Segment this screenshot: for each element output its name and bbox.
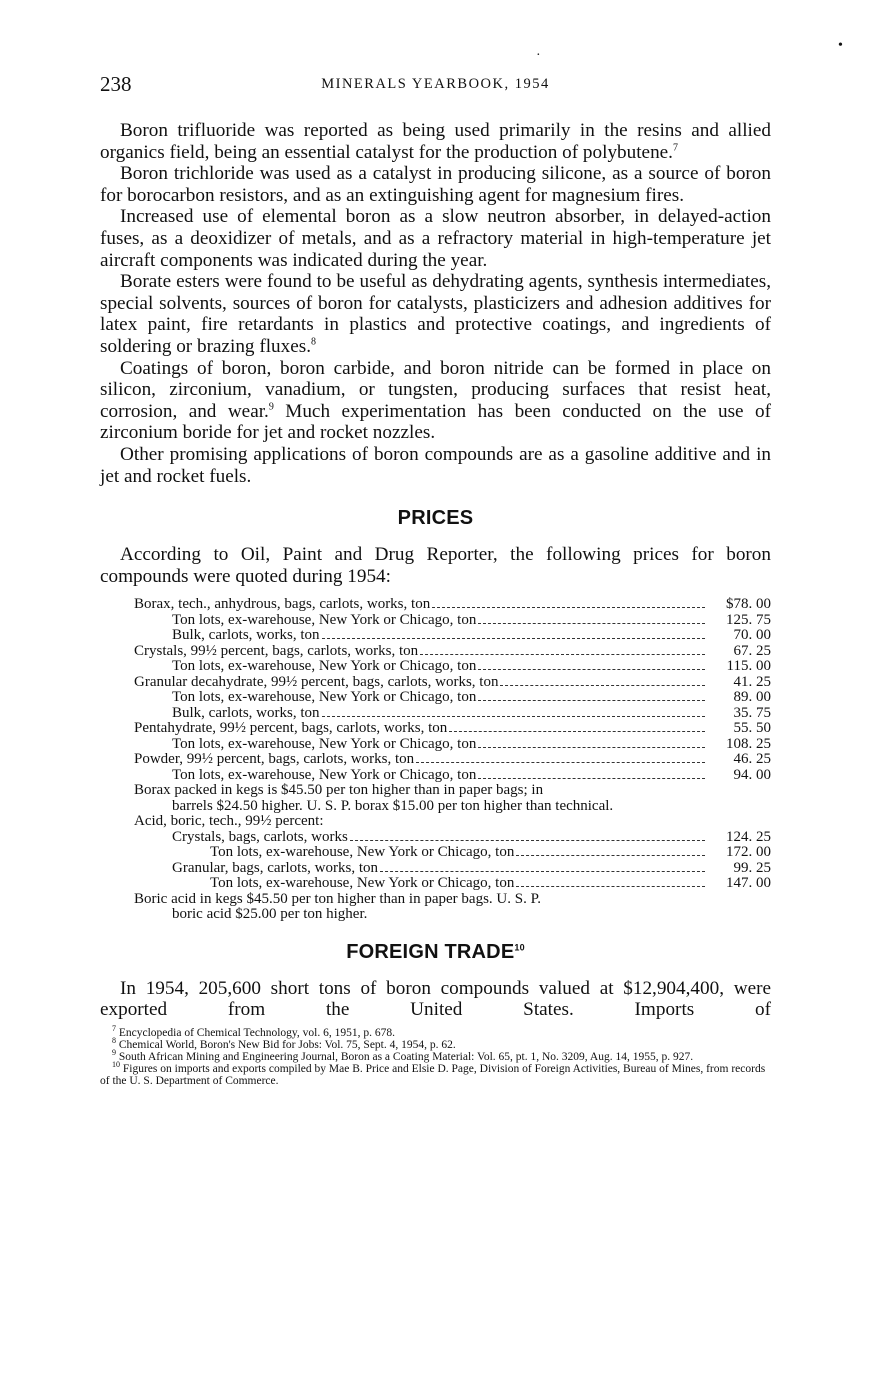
price-item-label: Ton lots, ex-warehouse, New York or Chicago, ton xyxy=(172,689,477,706)
paragraph: Boron trichloride was used as a catalyst in producing silicone, as a source of boron for borocarbon resistors, and as an extinguishing agent for magnesium fires. xyxy=(100,163,771,206)
price-value: 172. 00 xyxy=(726,844,771,861)
price-item-label: Ton lots, ex-warehouse, New York or Chicago, ton xyxy=(172,735,477,752)
leader-dots xyxy=(322,716,706,717)
leader-dots xyxy=(478,700,705,701)
leader-dots xyxy=(380,871,705,872)
leader-dots xyxy=(478,778,705,779)
margin-dot: • xyxy=(838,38,843,53)
price-value: 35. 75 xyxy=(733,704,771,721)
leader-dots xyxy=(350,840,705,841)
leader-dots xyxy=(432,607,705,608)
acid-label: Acid, boric, tech., 99½ percent: xyxy=(134,813,324,830)
price-item-label: Bulk, carlots, works, ton xyxy=(172,627,320,644)
leader-dots xyxy=(478,747,705,748)
price-value: 115. 00 xyxy=(726,658,771,675)
price-item-label: Crystals, bags, carlots, works xyxy=(172,828,348,845)
footnote: $^7$ Encyclopedia of Chemical Technology, vol. 6, 1951, p. 678. xyxy=(112,1024,395,1039)
price-value: 108. 25 xyxy=(726,735,771,752)
margin-dot: · xyxy=(536,48,541,63)
prices-intro: According to Oil, Paint and Drug Reporter, the following prices for boron compounds were quoted during 1954: xyxy=(100,544,771,587)
price-row xyxy=(134,737,771,753)
price-row xyxy=(134,845,771,861)
price-value: 94. 00 xyxy=(733,766,771,783)
price-item-label: Ton lots, ex-warehouse, New York or Chicago, ton xyxy=(172,766,477,783)
running-title: MINERALS YEARBOOK, 1954 xyxy=(321,76,550,92)
price-row xyxy=(134,690,771,706)
price-value: 124. 25 xyxy=(726,828,771,845)
price-row xyxy=(134,721,771,737)
price-item-label: Bulk, carlots, works, ton xyxy=(172,704,320,721)
price-row xyxy=(134,597,771,613)
prices-intro-block xyxy=(100,544,771,587)
leader-dots xyxy=(478,669,705,670)
leader-dots xyxy=(420,654,705,655)
page-number: 238 xyxy=(100,72,132,96)
price-value: 41. 25 xyxy=(733,673,771,690)
price-value: 46. 25 xyxy=(733,751,771,768)
price-item-label: Pentahydrate, 99½ percent, bags, carlots, works, ton xyxy=(134,720,448,737)
price-item-label: Granular decahydrate, 99½ percent, bags, carlots, works, ton xyxy=(134,673,499,690)
leader-dots xyxy=(516,855,705,856)
price-value: 125. 75 xyxy=(726,611,771,628)
price-row xyxy=(134,659,771,675)
leader-dots xyxy=(478,623,705,624)
leader-dots xyxy=(500,685,705,686)
price-item-label: Powder, 99½ percent, bags, carlots, works, ton xyxy=(134,751,415,768)
prices-heading: PRICES xyxy=(397,507,474,530)
foreign-trade-block xyxy=(100,978,771,1021)
price-item-label: Ton lots, ex-warehouse, New York or Chicago, ton xyxy=(172,658,477,675)
page xyxy=(100,72,771,1087)
leader-dots xyxy=(516,886,705,887)
price-row xyxy=(134,613,771,629)
price-note: Borax packed in kegs is $45.50 per ton higher than in paper bags; in barrels $24.50 higher. U. S. P. borax $15.00 per ton higher than technical. xyxy=(134,782,614,814)
price-row xyxy=(134,768,771,784)
price-item-label: Borax, tech., anhydrous, bags, carlots, works, ton xyxy=(134,596,431,613)
body-text xyxy=(100,120,771,487)
foreign-trade-text: In 1954, 205,600 short tons of boron compounds valued at $12,904,400, were exported from the United States. Imports of xyxy=(100,977,771,1021)
price-value: 147. 00 xyxy=(726,875,771,892)
price-note: Boric acid in kegs $45.50 per ton higher than in paper bags. U. S. P. boric acid $25.00 per ton higher. xyxy=(134,890,542,923)
leader-dots xyxy=(416,762,705,763)
price-row xyxy=(134,752,771,768)
footnote: $^{10}$ Figures on imports and exports compiled by Mae B. Price and Elsie D. Page, Division of Foreign Activities, Bureau of Mines, from records of the U. S. Department of Commerce. xyxy=(100,1060,766,1087)
price-item-label: Ton lots, ex-warehouse, New York or Chicago, ton xyxy=(210,875,515,892)
paragraph: Other promising applications of boron compounds are as a gasoline additive and in jet and rocket fuels. xyxy=(100,443,771,487)
paragraph: Coatings of boron, boron carbide, and boron nitride can be formed in place on silicon, zirconium, vanadium, or tungsten, producing surfaces that resist heat, corrosion, and wear.$^9$ Much experimentation has been conducted on the use of zirconium boride for jet and rocket nozzles. xyxy=(100,357,771,444)
price-row xyxy=(134,830,771,846)
price-row xyxy=(134,861,771,877)
price-value: 67. 25 xyxy=(733,642,771,659)
price-item-label: Granular, bags, carlots, works, ton xyxy=(172,859,379,876)
footnote: $^8$ Chemical World, Boron's New Bid for Jobs: Vol. 75, Sept. 4, 1954, p. 62. xyxy=(112,1036,456,1051)
price-list xyxy=(100,597,771,923)
footnotes xyxy=(100,1024,771,1087)
price-item-label: Ton lots, ex-warehouse, New York or Chicago, ton xyxy=(210,844,515,861)
foreign-trade-heading: FOREIGN TRADE$^{10}$ xyxy=(346,940,525,963)
price-value: 99. 25 xyxy=(733,859,771,876)
paragraph: Increased use of elemental boron as a slow neutron absorber, in delayed-action fuses, as a deoxidizer of metals, and as a refractory material in high-temperature jet aircraft components was indicated during the year. xyxy=(100,206,771,271)
price-value: 70. 00 xyxy=(733,627,771,644)
price-value: $78. 00 xyxy=(726,596,771,613)
paragraph: Borate esters were found to be useful as dehydrating agents, synthesis intermediates, special solvents, sources of boron for catalysts, plasticizers and adhesion additives for latex paint, fire retardants in plastics and protective coatings, and ingredients of soldering or brazing fluxes.$^8$ xyxy=(100,271,771,357)
price-value: 89. 00 xyxy=(733,689,771,706)
paragraph: Boron trifluoride was reported as being used primarily in the resins and allied organics field, being an essential catalyst for the production of polybutene.$^7$ xyxy=(100,120,771,163)
footnote: $^9$ South African Mining and Engineering Journal, Boron as a Coating Material: Vol. 65, pt. 1, No. 3209, Aug. 14, 1955, p. 927. xyxy=(112,1048,694,1063)
price-row xyxy=(134,876,771,892)
price-item-label: Ton lots, ex-warehouse, New York or Chicago, ton xyxy=(172,611,477,628)
leader-dots xyxy=(449,731,705,732)
leader-dots xyxy=(322,638,706,639)
page-header xyxy=(100,72,771,102)
price-item-label: Crystals, 99½ percent, bags, carlots, works, ton xyxy=(134,642,419,659)
price-row xyxy=(134,706,771,722)
price-value: 55. 50 xyxy=(733,720,771,737)
price-row xyxy=(134,628,771,644)
price-row xyxy=(134,675,771,691)
price-row xyxy=(134,644,771,660)
